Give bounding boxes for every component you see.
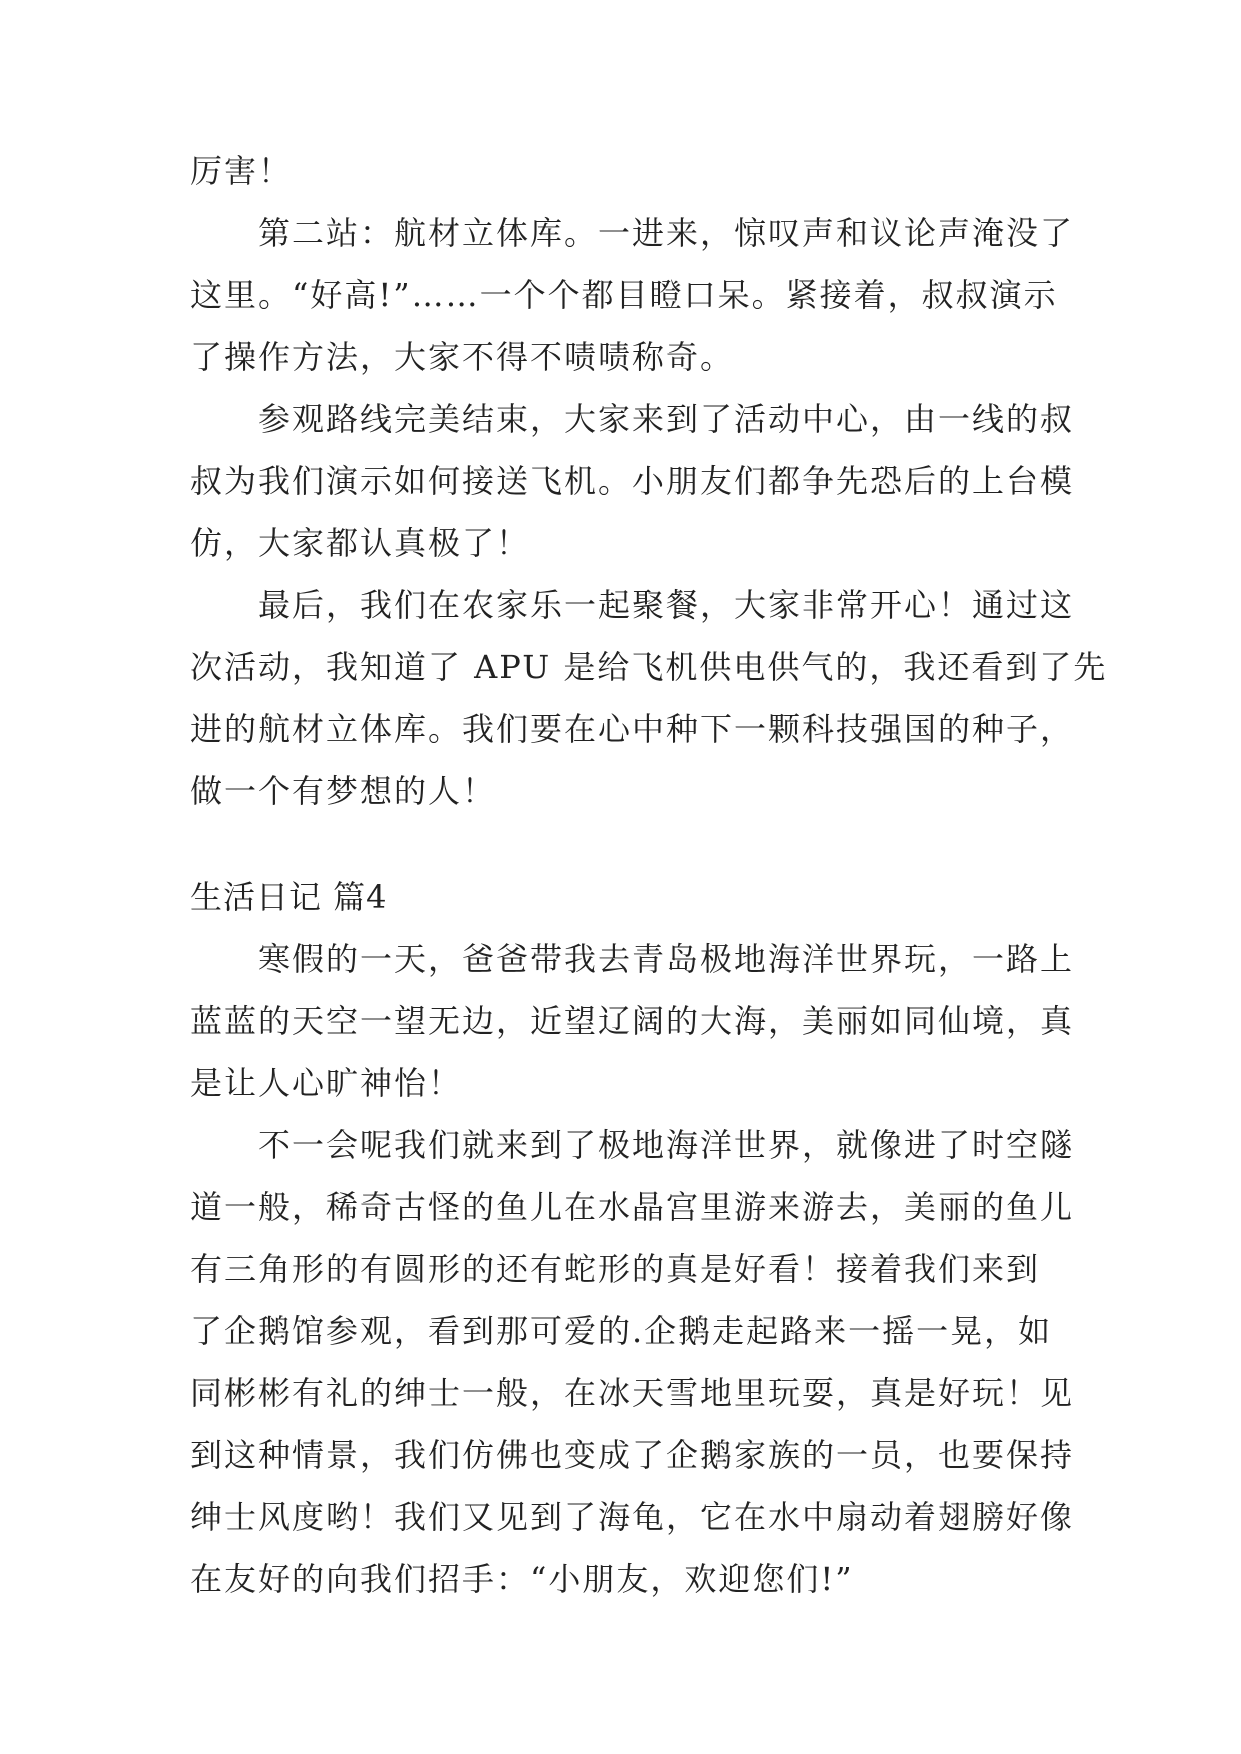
document-page xyxy=(190,151,1108,1621)
text-line: 最后，我们在农家乐一起聚餐，大家非常开心！通过这 xyxy=(258,586,1075,624)
text-line: 第二站：航材立体库。一进来，惊叹声和议论声淹没了 xyxy=(258,214,1075,252)
text-line: 了操作方法，大家不得不啧啧称奇。 xyxy=(190,338,735,376)
text-line: 进的航材立体库。我们要在心中种下一颗科技强国的种子， xyxy=(190,710,1075,748)
text-line: 道一般，稀奇古怪的鱼儿在水晶宫里游来游去，美丽的鱼儿 xyxy=(190,1188,1075,1226)
text-line: 有三角形的有圆形的还有蛇形的真是好看！接着我们来到 xyxy=(190,1250,1041,1288)
text-line: 参观路线完美结束，大家来到了活动中心，由一线的叔 xyxy=(258,400,1075,438)
text-line: 叔为我们演示如何接送飞机。小朋友们都争先恐后的上台模 xyxy=(190,462,1075,500)
text-line: 到这种情景，我们仿佛也变成了企鹅家族的一员，也要保持 xyxy=(190,1436,1075,1474)
text-line: 蓝蓝的天空一望无边，近望辽阔的大海，美丽如同仙境，真 xyxy=(190,1002,1075,1040)
text-line: 是让人心旷神怡！ xyxy=(190,1064,463,1102)
text-line: 这里。“好高!”……一个个都目瞪口呆。紧接着，叔叔演示 xyxy=(190,276,1058,314)
text-line: 做一个有梦想的人！ xyxy=(190,772,497,810)
text-line: 寒假的一天，爸爸带我去青岛极地海洋世界玩，一路上 xyxy=(258,940,1075,978)
text-line: 绅士风度哟！我们又见到了海龟，它在水中扇动着翅膀好像 xyxy=(190,1498,1075,1536)
section-heading: 生活日记 篇4 xyxy=(190,878,388,916)
text-line: 了企鹅馆参观，看到那可爱的.企鹅走起路来一摇一晃，如 xyxy=(190,1312,1053,1350)
text-line: 同彬彬有礼的绅士一般，在冰天雪地里玩耍，真是好玩！见 xyxy=(190,1374,1075,1412)
text-line: 在友好的向我们招手：“小朋友，欢迎您们!” xyxy=(190,1560,854,1598)
text-line: 不一会呢我们就来到了极地海洋世界，就像进了时空隧 xyxy=(258,1126,1075,1164)
section-spacer xyxy=(190,833,1070,877)
text-line: 次活动，我知道了 APU 是给飞机供电供气的，我还看到了先 xyxy=(190,648,1108,686)
text-line: 仿，大家都认真极了！ xyxy=(190,524,531,562)
text-line: 厉害！ xyxy=(190,152,293,190)
